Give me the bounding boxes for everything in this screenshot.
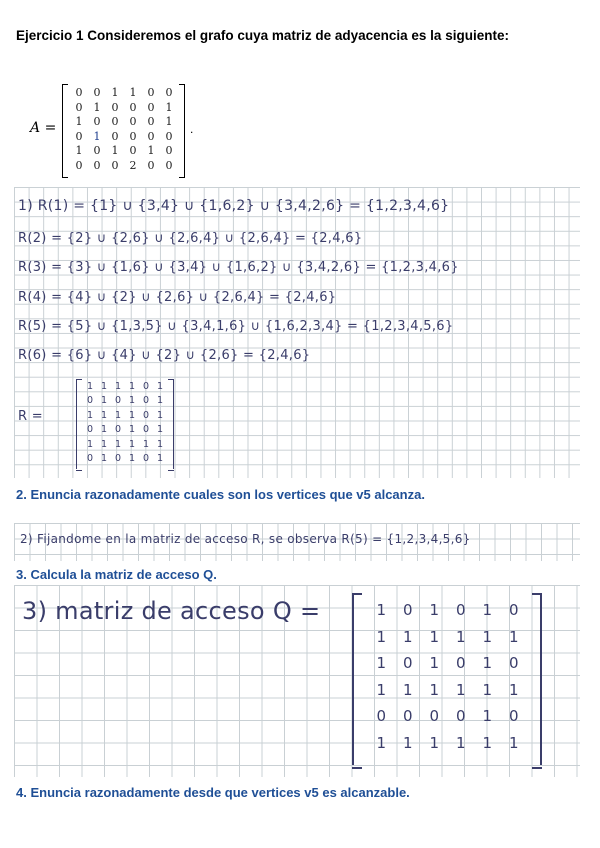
matrix-label [30,120,56,136]
q-matrix-cell: 1 [482,707,493,725]
r-matrix-cell: 0 [142,452,150,464]
r-matrix-cell: 0 [142,409,150,421]
q-matrix-cell: 1 [482,680,493,699]
q-matrix-cell: 1 [376,680,387,699]
matrix-cell: 1 [147,144,155,157]
q-matrix-cell: 1 [482,627,493,646]
r-matrix-cell: 1 [100,381,108,392]
matrix-cell: 0 [75,129,83,143]
matrix-cell: 0 [165,144,173,157]
r-matrix-cell: 1 [156,395,164,407]
r-matrix-cell: 1 [100,395,108,407]
question-4: 4. Enuncia razonadamente desde que vertices v5 es alcanzable. [16,785,410,800]
matrix-cell: 1 [165,115,173,128]
reach-line-1: 1) R(1) = {1} ∪ {3,4} ∪ {1,6,2} ∪ {3,4,2,6} = {1,2,3,4,6} [18,198,450,214]
matrix-cell: 2 [129,158,137,172]
r-matrix-cell: 1 [86,438,94,450]
reach-line-6: R(6) = {6} ∪ {4} ∪ {2} ∪ {2,6} = {2,4,6} [18,348,311,363]
matrix-cell: 1 [129,86,137,99]
r-matrix-cell: 1 [114,409,122,421]
reach-line-5: R(5) = {5} ∪ {1,3,5} ∪ {3,4,1,6} ∪ {1,6,2,3,4} = {1,2,3,4,5,6} [18,319,454,334]
reach-line-3: R(3) = {3} ∪ {1,6} ∪ {3,4} ∪ {1,6,2} ∪ {3,4,2,6} = {1,2,3,4,6} [18,260,459,275]
r-matrix-cell: 1 [156,438,164,450]
q-matrix-cell: 0 [455,707,466,725]
q-matrix-cell: 0 [402,654,413,672]
q-matrix-cell: 1 [376,601,387,619]
r-matrix-cell: 1 [114,381,122,392]
matrix-cell: 0 [129,129,137,143]
q-matrix-cell: 1 [429,654,440,672]
r-matrix-cell: 1 [142,438,150,450]
matrix-cell: 0 [93,115,101,128]
exercise-title: Ejercicio 1 Consideremos el grafo cuya matriz de adyacencia es la siguiente: [16,28,509,43]
matrix-cell: 0 [111,158,119,172]
question-2: 2. Enuncia razonadamente cuales son los vertices que v5 alcanza. [16,487,425,502]
q-matrix-cell: 0 [508,654,519,672]
matrix-cell: 1 [75,115,83,128]
q-matrix [352,593,542,765]
matrix-cell: 0 [147,129,155,143]
question-3: 3. Calcula la matriz de acceso Q. [16,567,217,582]
matrix-cell: 0 [75,86,83,99]
r-matrix-cell: 0 [114,424,122,436]
r-matrix-cell: 1 [156,424,164,436]
r-matrix-cell: 1 [114,438,122,450]
reach-line-4: R(4) = {4} ∪ {2} ∪ {2,6} ∪ {2,6,4} = {2,4,6} [18,290,337,305]
q-matrix-cell: 0 [429,707,440,725]
r-matrix-cell: 1 [156,409,164,421]
adjacency-matrix-grid [70,86,178,173]
q-matrix-cell: 0 [508,707,519,725]
q-matrix-cell: 0 [402,707,413,725]
matrix-cell: 0 [129,115,137,128]
r-matrix-grid [83,381,167,467]
r-matrix-cell: 1 [128,381,136,392]
matrix-cell: 0 [165,129,173,143]
left-bracket [62,84,68,178]
reach-line-2: R(2) = {2} ∪ {2,6} ∪ {2,6,4} ∪ {2,6,4} = {2,4,6} [18,231,363,246]
r-matrix-cell: 1 [100,452,108,464]
q-matrix-grid [368,601,527,760]
matrix-cell: 0 [165,158,173,172]
q-matrix-cell: 0 [402,601,413,619]
q-matrix-cell: 1 [508,680,519,699]
r-matrix-cell: 1 [128,395,136,407]
q-matrix-cell: 1 [508,627,519,646]
matrix-cell: 0 [111,100,119,114]
q-matrix-cell: 1 [482,654,493,672]
q-matrix-cell: 1 [508,733,519,752]
r-matrix-cell: 1 [128,452,136,464]
matrix-cell: 0 [147,158,155,172]
q-matrix-cell: 1 [376,654,387,672]
matrix-period: . [190,122,194,136]
r-matrix-cell: 1 [156,452,164,464]
matrix-cell: 1 [93,100,101,114]
q-matrix-cell: 1 [376,627,387,646]
matrix-cell: 0 [147,86,155,99]
q-matrix-cell: 0 [508,601,519,619]
matrix-equals: = [44,120,57,136]
q-matrix-cell: 0 [455,601,466,619]
matrix-cell: 0 [165,86,173,99]
matrix-cell: 0 [129,100,137,114]
q-matrix-cell: 1 [429,680,440,699]
r-matrix-cell: 0 [86,424,94,436]
q-matrix-cell: 1 [429,627,440,646]
r-matrix-cell: 0 [142,395,150,407]
r-matrix-cell: 1 [100,409,108,421]
matrix-cell: 1 [111,144,119,157]
matrix-cell: 0 [147,115,155,128]
r-matrix-cell: 0 [114,452,122,464]
matrix-cell: 0 [75,158,83,172]
matrix-cell: 0 [111,129,119,143]
q-matrix-cell: 1 [482,601,493,619]
matrix-cell: 0 [129,144,137,157]
r-matrix [76,379,174,469]
q-matrix-cell: 0 [376,707,387,725]
matrix-cell: 1 [165,100,173,114]
matrix-cell: 0 [75,100,83,114]
r-matrix-cell: 0 [142,424,150,436]
q-matrix-cell: 1 [455,627,466,646]
answer-3-title: 3) matriz de acceso Q = [22,597,321,625]
r-matrix-cell: 0 [86,395,94,407]
r-matrix-cell: 0 [142,381,150,392]
q-matrix-cell: 1 [376,733,387,752]
r-matrix-cell: 0 [114,395,122,407]
q-matrix-cell: 1 [455,733,466,752]
r-matrix-cell: 0 [86,452,94,464]
right-bracket [179,84,185,178]
r-matrix-cell: 1 [128,409,136,421]
q-matrix-cell: 1 [482,733,493,752]
answer-2-text: 2) Fijandome en la matriz de acceso R, se observa R(5) = {1,2,3,4,5,6} [20,532,471,546]
r-matrix-cell: 1 [100,438,108,450]
matrix-cell: 0 [93,144,101,157]
matrix-cell: 0 [93,86,101,99]
q-matrix-cell: 1 [429,733,440,752]
matrix-cell: 0 [147,100,155,114]
answer-2-handwritten [14,523,580,561]
q-matrix-cell: 1 [402,680,413,699]
q-matrix-cell: 1 [402,627,413,646]
answer-1-handwritten [14,187,580,478]
r-matrix-cell: 1 [86,409,94,421]
q-matrix-cell: 1 [429,601,440,619]
r-matrix-cell: 1 [100,424,108,436]
matrix-cell: 1 [75,144,83,157]
q-matrix-cell: 1 [402,733,413,752]
q-matrix-cell: 1 [455,680,466,699]
matrix-cell: 0 [93,158,101,172]
r-matrix-cell: 1 [128,424,136,436]
q-matrix-cell: 0 [455,654,466,672]
r-matrix-cell: 1 [156,381,164,392]
matrix-cell: 0 [111,115,119,128]
matrix-cell: 1 [93,129,101,143]
answer-3-handwritten [14,585,580,777]
r-matrix-cell: 1 [86,381,94,392]
r-matrix-cell: 1 [128,438,136,450]
matrix-name: A [30,120,41,136]
matrix-cell: 1 [111,86,119,99]
r-matrix-label: R = [18,409,43,424]
